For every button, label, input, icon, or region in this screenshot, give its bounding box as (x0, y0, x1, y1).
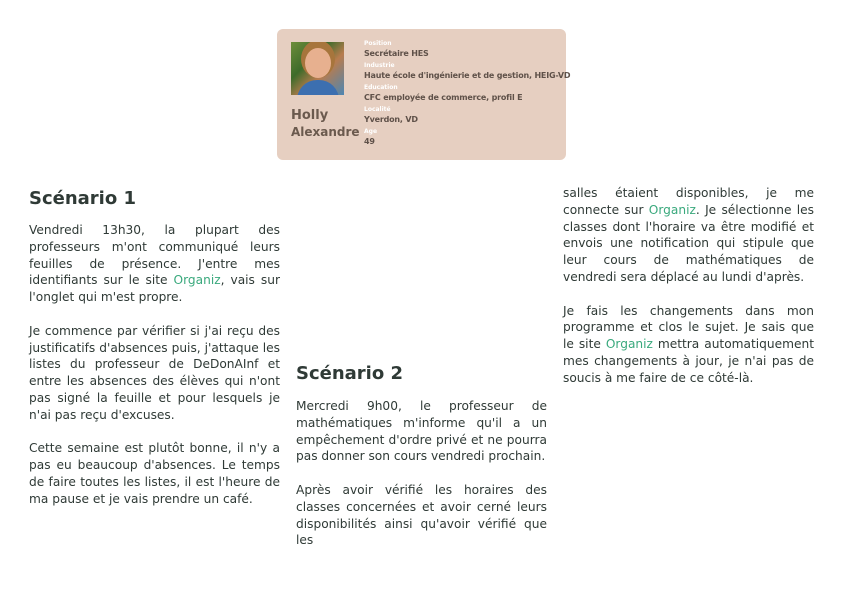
avatar-shirt (297, 80, 339, 95)
scenario1-p1-start: Vendredi 13h30, la plupart des professeurs m'ont communiqué leurs feuilles de présence. J'entre mes identifiants sur le site (29, 223, 280, 288)
organiz-link[interactable]: Organiz (605, 337, 653, 352)
field-value-education: CFC employée de commerce, profil E (364, 93, 523, 102)
scenario1-paragraph-3: Cette semaine est plutôt bonne, il n'y a pas eu beaucoup d'absences. Le temps de faire toutes les listes, il est l'heure de ma pause et je vais prendre un café. (29, 441, 280, 506)
field-label-age: Age (364, 128, 378, 135)
scenario1-p1-end: , vais sur l'onglet qui m'est propre. (29, 273, 280, 305)
field-label-location: Localité (364, 106, 391, 113)
field-label-education: Education (364, 84, 398, 91)
scenario1-paragraph-1 (29, 222, 280, 306)
scenario1-title: Scénario 1 (29, 188, 137, 209)
scenario1-text (29, 222, 280, 524)
profile-card (277, 29, 571, 160)
profile-name (291, 107, 371, 141)
scenario2-p3-start: salles étaient disponibles, je me connecte sur (563, 186, 814, 217)
organiz-link[interactable]: Organiz (173, 273, 221, 288)
avatar (291, 42, 344, 95)
field-value-industry: Haute école d'ingénierie et de gestion, HEIG-VD (364, 71, 571, 80)
scenario2-p4-end: mettra automatiquement mes changements à jour, je n'ai pas de soucis à me faire de ce côté-là. (563, 337, 814, 385)
field-value-age: 49 (364, 137, 375, 146)
organiz-link[interactable]: Organiz (648, 202, 696, 217)
field-value-position: Secrétaire HES (364, 49, 429, 58)
scenario2-title: Scénario 2 (296, 363, 404, 384)
profile-fields (364, 40, 571, 150)
field-value-location: Yverdon, VD (364, 115, 418, 124)
scenario2-text-col1 (296, 398, 547, 566)
scenario2-p4-start: Je fais les changements dans mon programme et clos le sujet. Je sais que le site (563, 303, 814, 352)
scenario2-paragraph-3 (563, 185, 814, 286)
scenario2-p3-end: . Je sélectionne les classes dont l'horaire va être modifié et envois une notification qui stipule que leur cours de mathématiques de vendredi sera déplacé au lundi d'après. (563, 202, 814, 284)
scenario1-paragraph-2: Je commence par vérifier si j'ai reçu des justificatifs d'absences puis, j'attaque les listes du professeur de DeDonAInf et entre les absences des élèves qui n'ont pas signé la feuille et pour lesquels je n'ai pas reçu d'excuses. (29, 323, 280, 422)
field-label-position: Position (364, 40, 392, 47)
scenario2-paragraph-2: Après avoir vérifié les horaires des classes concernées et avoir cerné leurs disponibilités ainsi qu'avoir vérifié que les (296, 482, 547, 548)
field-label-industry: Industrie (364, 62, 395, 69)
scenario2-text-col2 (563, 185, 814, 403)
scenario2-paragraph-4 (563, 303, 814, 387)
first-name: Holly (291, 108, 329, 123)
avatar-face (305, 48, 331, 78)
scenario2-paragraph-1: Mercredi 9h00, le professeur de mathématiques m'informe qu'il a un empêchement d'ordre privé et ne pourra pas donner son cours vendredi prochain. (296, 399, 547, 464)
last-name: Alexandre (291, 125, 360, 139)
